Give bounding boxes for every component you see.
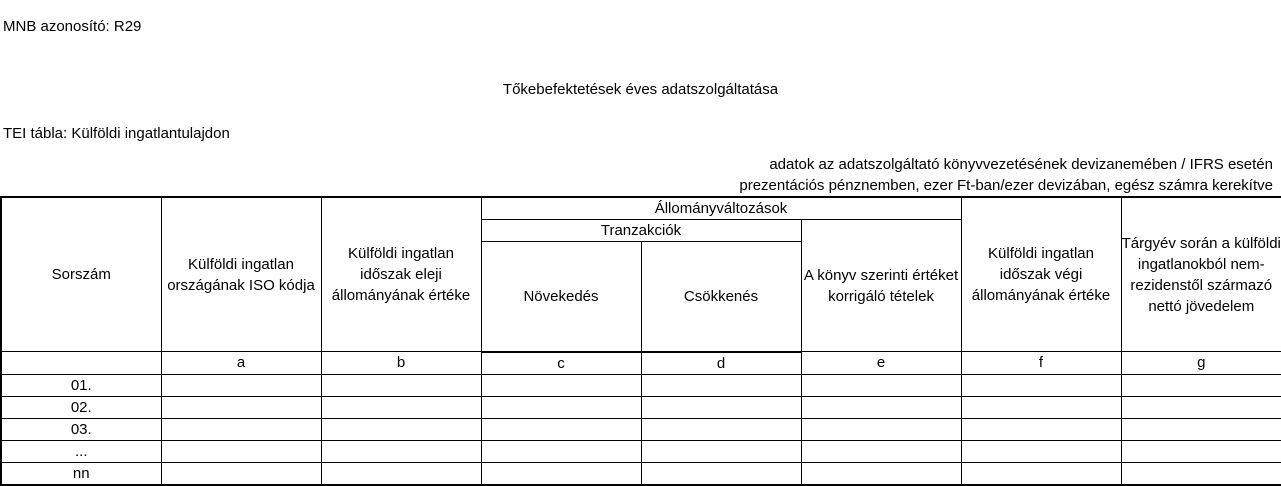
cell-b[interactable] — [321, 396, 481, 418]
table-row — [1, 374, 1281, 396]
cell-g[interactable] — [1121, 440, 1281, 462]
letter-c: c — [481, 352, 641, 375]
header-net-income: Tárgyév során a külföldi ingatlanokból nem-rezidenstől származó nettó jövedelem — [1121, 197, 1281, 352]
header-adjustments: A könyv szerinti értéket korrigáló tételek — [801, 220, 961, 352]
header-transactions-group: Tranzakciók — [481, 220, 801, 242]
cell-g[interactable] — [1121, 418, 1281, 440]
row-number: 03. — [1, 418, 161, 440]
row-number: ... — [1, 440, 161, 462]
cell-a[interactable] — [161, 462, 321, 485]
cell-a[interactable] — [161, 440, 321, 462]
cell-e[interactable] — [801, 462, 961, 485]
header-iso-code: Külföldi ingatlan országának ISO kódja — [161, 197, 321, 352]
currency-note-line-1: adatok az adatszolgáltató könyvvezetésének devizanemében / IFRS esetén — [769, 156, 1273, 173]
cell-a[interactable] — [161, 418, 321, 440]
header-changes-group: Állományváltozások — [481, 197, 961, 220]
mnb-identifier: MNB azonosító: R29 — [3, 18, 142, 35]
cell-d[interactable] — [641, 396, 801, 418]
cell-g[interactable] — [1121, 462, 1281, 485]
cell-c[interactable] — [481, 374, 641, 396]
letter-g: g — [1121, 352, 1281, 375]
row-number: nn — [1, 462, 161, 485]
cell-c[interactable] — [481, 462, 641, 485]
table-row — [1, 462, 1281, 485]
cell-d[interactable] — [641, 374, 801, 396]
cell-a[interactable] — [161, 396, 321, 418]
property-table — [0, 196, 1281, 486]
page-title: Tőkebefektetések éves adatszolgáltatása — [502, 81, 779, 98]
row-number: 02. — [1, 396, 161, 418]
cell-e[interactable] — [801, 418, 961, 440]
table-row — [1, 396, 1281, 418]
header-sorszam: Sorszám — [1, 197, 161, 352]
cell-d[interactable] — [641, 440, 801, 462]
table-row — [1, 440, 1281, 462]
cell-b[interactable] — [321, 418, 481, 440]
cell-e[interactable] — [801, 396, 961, 418]
letter-empty — [1, 352, 161, 375]
cell-b[interactable] — [321, 440, 481, 462]
cell-f[interactable] — [961, 462, 1121, 485]
cell-d[interactable] — [641, 418, 801, 440]
cell-d[interactable] — [641, 462, 801, 485]
cell-c[interactable] — [481, 396, 641, 418]
cell-e[interactable] — [801, 440, 961, 462]
letter-f: f — [961, 352, 1121, 375]
cell-c[interactable] — [481, 440, 641, 462]
header-increase: Növekedés — [481, 242, 641, 352]
cell-b[interactable] — [321, 374, 481, 396]
letter-d: d — [641, 352, 801, 375]
letter-a: a — [161, 352, 321, 375]
header-closing-value: Külföldi ingatlan időszak végi állományának értéke — [961, 197, 1121, 352]
cell-g[interactable] — [1121, 374, 1281, 396]
cell-f[interactable] — [961, 374, 1121, 396]
cell-c[interactable] — [481, 418, 641, 440]
cell-f[interactable] — [961, 396, 1121, 418]
cell-f[interactable] — [961, 440, 1121, 462]
letter-e: e — [801, 352, 961, 375]
header-decrease: Csökkenés — [641, 242, 801, 352]
cell-f[interactable] — [961, 418, 1121, 440]
row-number: 01. — [1, 374, 161, 396]
cell-a[interactable] — [161, 374, 321, 396]
cell-g[interactable] — [1121, 396, 1281, 418]
header-opening-value: Külföldi ingatlan időszak eleji állományának értéke — [321, 197, 481, 352]
cell-e[interactable] — [801, 374, 961, 396]
letter-b: b — [321, 352, 481, 375]
cell-b[interactable] — [321, 462, 481, 485]
currency-note-line-2: prezentációs pénznemben, ezer Ft-ban/ezer devizában, egész számra kerekítve — [739, 177, 1273, 194]
table-title: TEI tábla: Külföldi ingatlantulajdon — [3, 125, 230, 142]
table-row — [1, 418, 1281, 440]
